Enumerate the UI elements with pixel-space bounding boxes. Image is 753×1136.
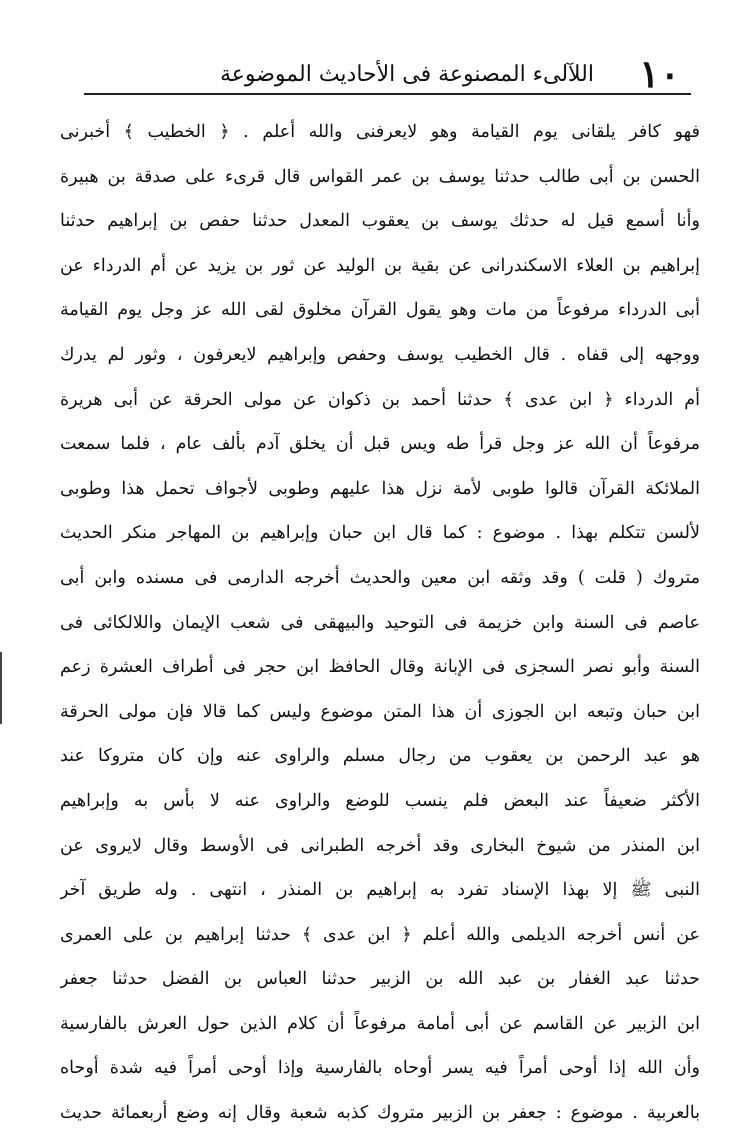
text-line: عاصم فى السنة وابن خزيمة فى التوحيد والبيهقى فى شعب الإيمان واللالكائى فى: [60, 612, 700, 633]
text-line: ابن حبان وتبعه ابن الجوزى أن هذا المتن موضوع وليس كما قالا فإن مولى الحرقة: [60, 701, 700, 722]
text-line: الأكثر ضعيفاً عند البعض فلم ينسب للوضع والراوى عنه لا بأس به وإبراهيم: [60, 790, 700, 811]
page-number: ١٠: [639, 51, 680, 96]
header-rule: [84, 93, 691, 95]
text-line: الحسن بن أبى طالب حدثنا يوسف بن عمر القواس قال قرىء على صدقة بن هبيرة: [60, 166, 700, 187]
text-line: هو عبد الرحمن بن يعقوب من رجال مسلم والراوى عنه وإن كان متروكا عند: [60, 746, 700, 767]
text-line: حدثنا عبد الغفار بن عبد الله بن الزبير حدثنا العباس بن الفضل حدثنا جعفر: [60, 969, 700, 990]
scan-edge-mark: [0, 652, 2, 724]
text-line: الملائكة القرآن قالوا طوبى لأمة نزل هذا عليهم وطوبى لأجواف تحمل هذا وطوبى: [60, 478, 700, 499]
text-line: متروك ( قلت ) وقد وثقه ابن معين والحديث أخرجه الدارمى فى مسنده وابن أبى: [60, 567, 700, 588]
text-line: وأنا أسمع قيل له حدثك يوسف بن يعقوب المعدل حدثنا حفص بن إبراهيم حدثنا: [60, 211, 700, 232]
text-line: السنة وأبو نصر السجزى فى الإبانة وقال الحافظ ابن حجر فى أطراف العشرة زعم: [60, 657, 700, 678]
text-line: أم الدرداء ﴿ ابن عدى ﴾ حدثنا أحمد بن ذكوان عن مولى الحرقة عن أبى هريرة: [60, 389, 700, 410]
text-line: فهو كافر يلقانى يوم القيامة وهو لايعرفنى والله أعلم . ﴿ الخطيب ﴾ أخبرنى: [60, 122, 700, 142]
text-line: بالعربية . موضوع : جعفر بن الزبير متروك كذبه شعبة وقال إنه وضع أربعمائة حديث: [60, 1103, 700, 1124]
text-line: لألسن تتكلم بهذا . موضوع : كما قال ابن حبان وإبراهيم بن المهاجر منكر الحديث: [60, 523, 700, 544]
text-line: وأن الله إذا أوحى أمراً فيه يسر أوحاه بالفارسية وإذا أوحى أمراً فيه شدة أوحاه: [60, 1058, 700, 1079]
text-line: أبى الدرداء مرفوعاً من مات وهو يقول القرآن مخلوق لقى الله عز وجل يوم القيامة: [60, 300, 700, 321]
running-title: اللآلىء المصنوعة فى الأحاديث الموضوعة: [219, 62, 594, 87]
text-line: مرفوعاً أن الله عز وجل قرأ طه ويس قبل أن يخلق آدم بألف عام ، فلما سمعت: [60, 434, 700, 455]
text-line: عن أنس أخرجه الديلمى والله أعلم ﴿ ابن عدى ﴾ حدثنا إبراهيم بن على العمرى: [60, 924, 700, 945]
text-line: إبراهيم بن العلاء الاسكندرانى عن بقية بن الوليد عن ثور بن يزيد عن أم الدرداء عن: [60, 255, 700, 276]
text-line: النبى ﷺ إلا بهذا الإسناد تفرد به إبراهيم بن المنذر ، انتهى . وله طريق آخر: [60, 880, 700, 901]
text-line: ابن الزبير عن القاسم عن أبى أمامة مرفوعاً أن كلام الذين حول العرش بالفارسية: [60, 1013, 700, 1034]
text-line: ووجهه إلى قفاه . قال الخطيب يوسف وحفص وإبراهيم لايعرفون ، وثور لم يدرك: [60, 344, 700, 365]
body-text: [60, 110, 700, 1136]
text-line: ابن المنذر من شيوخ البخارى وقد أخرجه الطبرانى فى الأوسط وقال لايروى عن: [60, 835, 700, 856]
